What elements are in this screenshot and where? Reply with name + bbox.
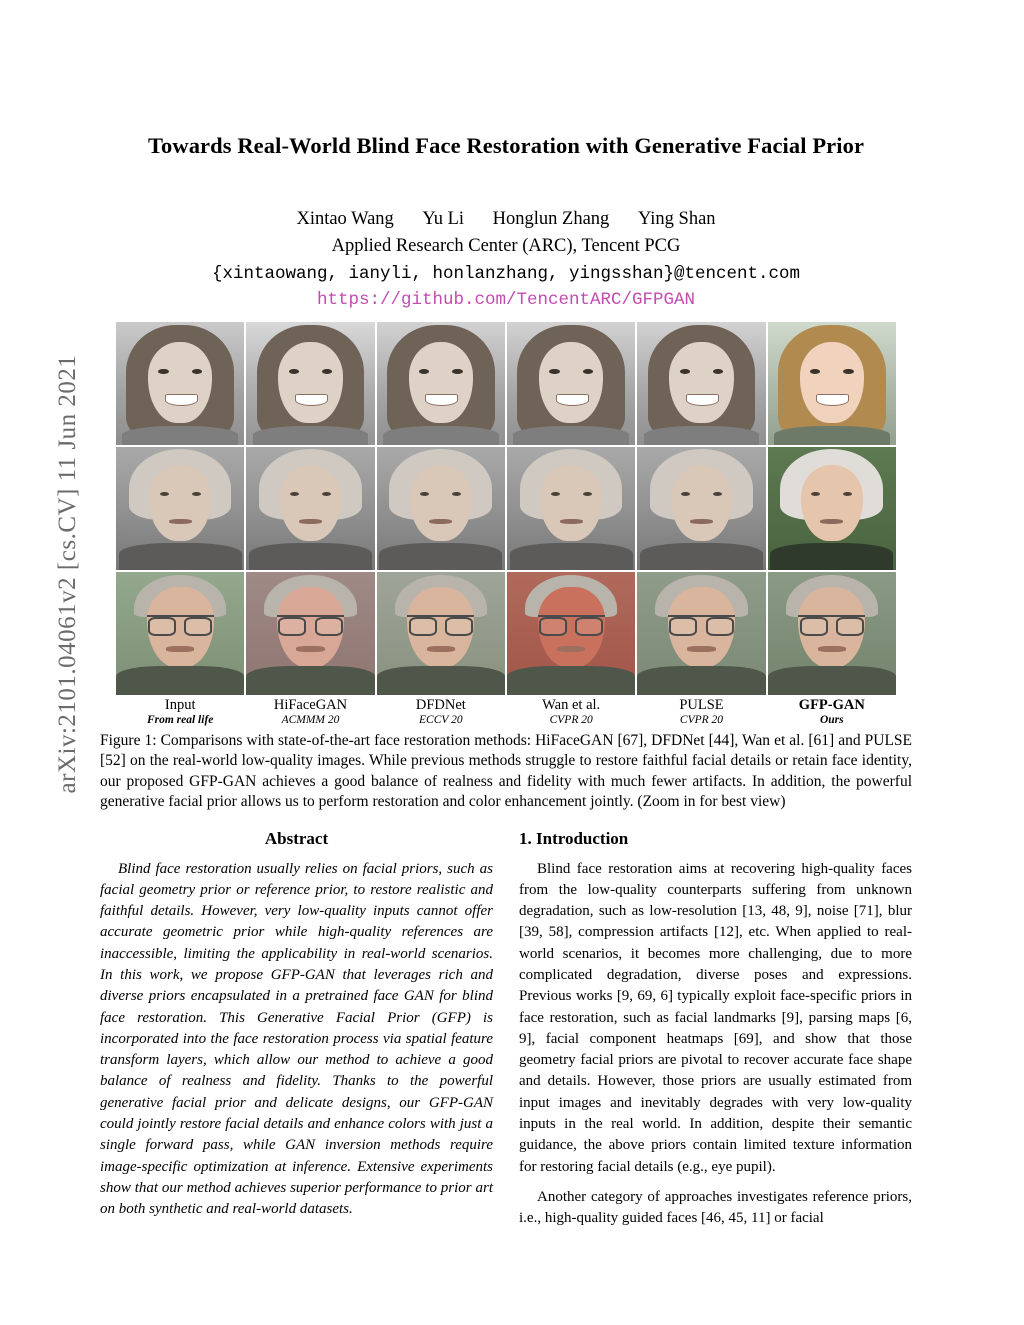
figure-column-label: Input From real life xyxy=(146,697,214,727)
figure-caption-label: Figure 1: xyxy=(100,731,157,749)
right-column xyxy=(519,829,912,1230)
figure-cell xyxy=(768,447,896,570)
figure-column-label: HiFaceGAN ACMMM 20 xyxy=(273,697,348,727)
figure-cell xyxy=(246,572,374,695)
figure-cell xyxy=(377,447,505,570)
figure-column-label: DFDNet ECCV 20 xyxy=(415,697,466,727)
left-column xyxy=(100,829,493,1230)
comparison-figure xyxy=(100,322,912,812)
introduction-paragraph: Another category of approaches investigates reference priors, i.e., high-quality guided faces [46, 45, 11] or facial xyxy=(519,1188,912,1227)
figure-cell xyxy=(246,447,374,570)
abstract-text: Blind face restoration usually relies on facial priors, such as facial geometry prior or reference prior, to restore realistic and faithful details. However, very low-quality inputs cannot offer accurate geometric prior while high-quality references are inaccessible, limiting the applicability in real-world scenarios. In this work, we propose GFP-GAN that leverages rich and diverse priors encapsulated in a pretrained face GAN for blind face restoration. This Generative Facial Prior (GFP) is incorporated into the face restoration process via spatial feature transform layers, which allow our method to achieve a good balance of realness and fidelity. Thanks to the powerful generative facial prior and delicate designs, our GFP-GAN could jointly restore facial details and enhance colors with just a single forward pass, while GAN inversion methods require image-specific optimization at inference. Extensive experiments show that our method achieves superior performance to prior art on both synthetic and real-world datasets. xyxy=(100,860,493,1218)
figure-cell xyxy=(116,572,244,695)
author-1: Xintao Wang xyxy=(296,209,394,229)
figure-cell xyxy=(768,572,896,695)
figure-caption-text: Comparisons with state-of-the-art face restoration methods: HiFaceGAN [67], DFDNet [44], Wan et al. [61] and PULSE [52] on the real-world low-quality images. While previous methods struggle to restore faithful facial details or retain face identity, our proposed GFP-GAN achieves a good balance of realness and fidelity with much fewer artifacts. In addition, the powerful generative facial prior allows us to perform restoration and color enhancement jointly. (Zoom in for best view) xyxy=(100,731,913,811)
figure-column-labels xyxy=(116,697,896,726)
figure-cell xyxy=(768,322,896,445)
introduction-heading: 1. Introduction xyxy=(519,828,629,848)
contact-email: {xintaowang, ianyli, honlanzhang, yingsshan}@tencent.com xyxy=(211,263,801,284)
figure-cell xyxy=(637,322,765,445)
author-names xyxy=(100,206,912,233)
figure-cell xyxy=(637,572,765,695)
figure-cell xyxy=(507,572,635,695)
introduction-paragraph: Blind face restoration aims at recovering high-quality faces from the low-quality counterparts suffering from unknown degradation, such as low-resolution [13, 48, 9], noise [71], blur [39, 58], compression artifacts [12], etc. When applied to real-world scenarios, it becomes more challenging, due to more complicated degradation, diverse poses and expressions. Previous works [9, 69, 6] typically exploit face-specific priors in face restoration, such as facial landmarks [9], parsing maps [6, 9], facial component heatmaps [69], and show that those geometry facial priors are pivotal to recover accurate face shape and details. However, those priors are usually estimated from input images and inevitably degrades with very low-quality inputs in the real world. In addition, despite their semantic guidance, the above priors contain limited texture information for restoring facial details (e.g., eye pupil). xyxy=(519,860,912,1175)
figure-cell xyxy=(637,447,765,570)
figure-cell xyxy=(116,322,244,445)
author-3: Honglun Zhang xyxy=(492,209,610,229)
figure-cell xyxy=(116,447,244,570)
author-2: Yu Li xyxy=(422,209,465,229)
figure-cell xyxy=(246,322,374,445)
figure-cell xyxy=(377,572,505,695)
body-columns xyxy=(100,829,912,1230)
author-4: Ying Shan xyxy=(637,209,716,229)
figure-column-label: Wan et al. CVPR 20 xyxy=(542,697,601,727)
figure-caption xyxy=(100,731,912,813)
paper-page xyxy=(100,0,912,1325)
figure-column-label: GFP-GAN Ours xyxy=(798,697,865,727)
affiliation: Applied Research Center (ARC), Tencent PCG xyxy=(331,235,681,256)
figure-image-grid xyxy=(116,322,896,695)
author-block xyxy=(100,206,912,313)
figure-cell xyxy=(507,447,635,570)
arxiv-stamp: arXiv:2101.04061v2 [cs.CV] 11 Jun 2021 xyxy=(54,354,81,794)
figure-cell xyxy=(377,322,505,445)
figure-cell xyxy=(507,322,635,445)
page-title: Towards Real-World Blind Face Restoration with Generative Facial Prior xyxy=(147,133,865,158)
figure-column-label: PULSE CVPR 20 xyxy=(679,697,724,727)
abstract-heading: Abstract xyxy=(264,828,329,848)
project-url[interactable]: https://github.com/TencentARC/GFPGAN xyxy=(316,290,696,310)
